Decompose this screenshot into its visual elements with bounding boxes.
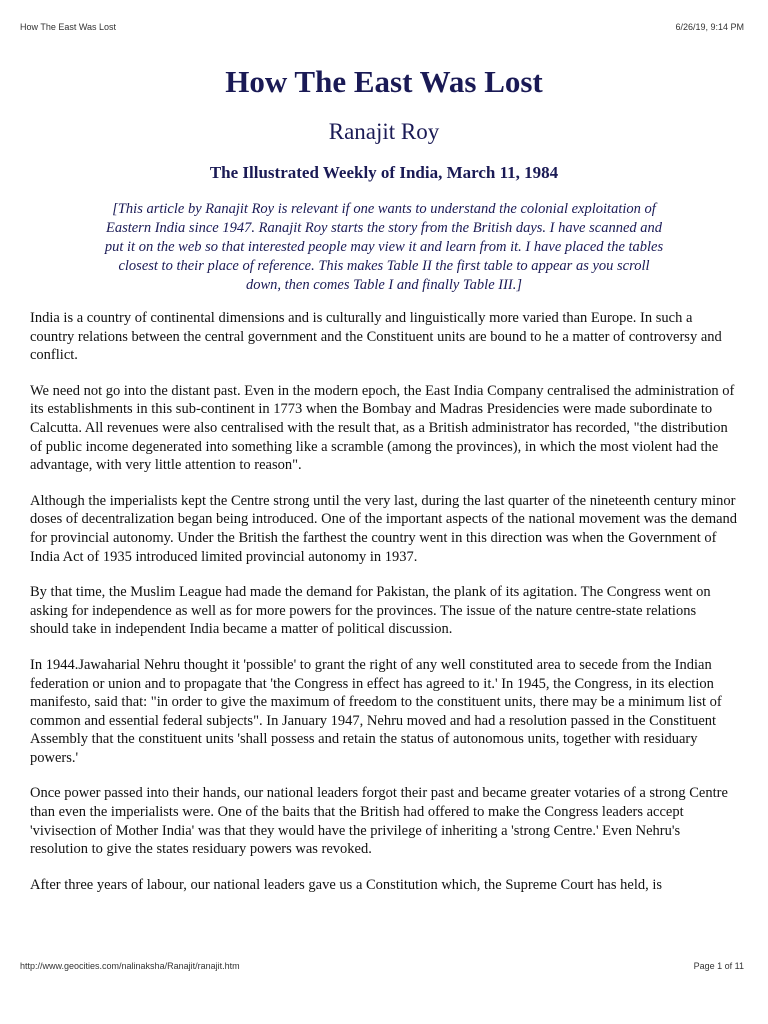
print-header-title: How The East Was Lost xyxy=(20,22,117,32)
print-header xyxy=(20,22,744,36)
paragraph: Although the imperialists kept the Centre strong until the very last, during the last quarter of the nineteenth century minor doses of decentralization began being introduced. One of the important aspects of the national movement was the demand for provincial autonomy. Under the British the farthest the country went in this direction was when the Government of India Act of 1935 introduced limited provincial autonomy in 1937. xyxy=(30,492,738,565)
print-footer-page-number: Page 1 of 11 xyxy=(693,961,744,971)
paragraph: Once power passed into their hands, our national leaders forgot their past and became greater votaries of a strong Centre than even the imperialists were. One of the baits that the British had offered to make the Congress leaders accept 'vivisection of Mother India' was that they would have the privilege of inheriting a 'strong Centre.' Even Nehru's resolution to give the states residuary powers was revoked. xyxy=(30,785,728,858)
paragraph: We need not go into the distant past. Even in the modern epoch, the East India Company centralised the administration of its establishments in this sub-continent in 1773 when the Bombay and Madras Presidencies were made subordinate to Calcutta. All revenues were also centralised with the result that, as a British administrator has recorded, "the distribution of public income degenerated into something like a scramble (among the provinces), in which the most violent had the advantage, with very little attention to reason". xyxy=(30,382,735,474)
print-footer-url: http://www.geocities.com/nalinaksha/Ranajit/ranajit.htm xyxy=(20,961,240,971)
paragraph: By that time, the Muslim League had made the demand for Pakistan, the plank of its agitation. The Congress went on asking for independence as well as for more powers for the provinces. The issue of the nature centre-state relations should take in independent India became a matter of political discussion. xyxy=(30,584,711,638)
print-header-datetime: 6/26/19, 9:14 PM xyxy=(675,22,744,32)
article xyxy=(30,60,738,894)
print-footer xyxy=(20,961,744,975)
article-title: How The East Was Lost xyxy=(225,64,543,99)
article-author: Ranajit Roy xyxy=(328,119,440,144)
editor-note: [This article by Ranajit Roy is relevant if one wants to understand the colonial exploitation of Eastern India since 1947. Ranajit Roy starts the story from the British days. I have scanned and put it on the web so that interested people may view it and learn from it. I have placed the tables closest to their place of reference. This makes Table II the first table to appear as you scroll down, then comes Table I and finally Table III.] xyxy=(104,201,664,293)
paragraph: India is a country of continental dimensions and is culturally and linguistically more varied than Europe. In such a country relations between the central government and the Constituent units are bound to he a matter of controversy and conflict. xyxy=(30,310,722,364)
paragraph: After three years of labour, our national leaders gave us a Constitution which, the Supreme Court has held, is xyxy=(30,876,663,893)
article-source: The Illustrated Weekly of India, March 11, 1984 xyxy=(209,163,559,182)
paragraph: In 1944.Jawaharial Nehru thought it 'possible' to grant the right of any well constituted area to secede from the Indian federation or union and to propagate that 'the Congress in effect has agreed to it.' In 1945, the Congress, in its election manifesto, said that: "in order to give the maximum of freedom to the constituent units, there may be a minimum list of common and essential federal subjects". In January 1947, Nehru moved and had a resolution passed in the Constituent Assembly that the constituent units 'shall possess and retain the status of autonomous units, together with residuary powers.' xyxy=(30,656,722,766)
